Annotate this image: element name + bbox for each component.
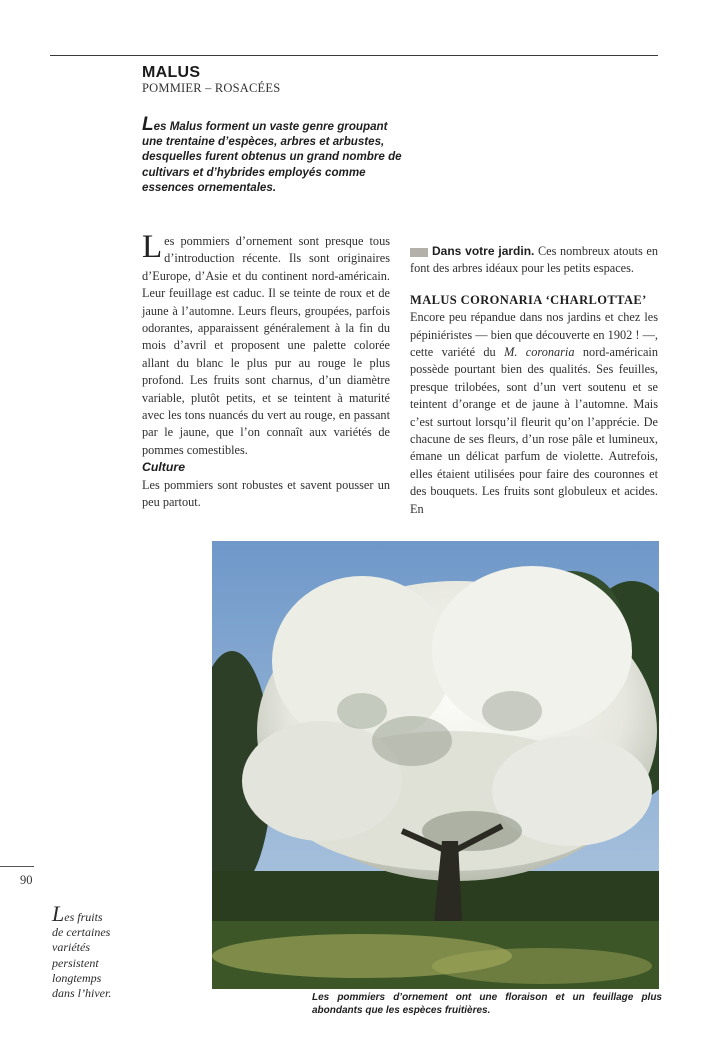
- intro-paragraph: [142, 114, 404, 195]
- intro-dropcap: L: [142, 114, 154, 135]
- culture-heading: Culture: [142, 460, 186, 475]
- photo-caption: Les pommiers d’ornement ont une floraison et un feuillage plus abondants que les espèces fruitières.: [312, 992, 662, 1016]
- variety-heading: MALUS CORONARIA ‘CHARLOTTAE’: [410, 292, 647, 307]
- side-note-text: es fruits de certaines variétés persistent longtemps dans l’hiver.: [52, 910, 112, 1001]
- side-note: [52, 901, 112, 1001]
- body-text: es pommiers d’ornement sont presque tous d’introduction récente. Ils sont originaires d’Europe, d’Asie et du continent nord-américain. Leur feuillage est caduc. Il se teinte de roux et de jaune à l’automne. Leurs fleurs, groupées, parfois odorantes, apparaissent généralement à la fin du mois d’avril et proposent une palette colorée allant du blanc le plus pur au rouge le plus profond. Les fruits sont charnus, d’un diamètre variable, plutôt petits, et se teintent à maturité avec les tons nuancés du vert au rouge, en passant par le jaune, que l’on connaît aux variétés de pommes comestibles.: [142, 234, 390, 457]
- variety-text-1: Encore peu répandue dans nos jardins et chez les pépiniéristes — bien que découverte en 1902 ! —, cette variété du: [410, 310, 658, 360]
- variety-text-2: nord-américain possède pourtant bien des qualités. Ses feuilles, presque trilobées, sont d’un vert soutenu et se teintent d’orange et de jaune à l’automne. Mais c’est surtout lorsqu’il fleurit qu’on l’apprécie. De chacune de ses fleurs, d’un rose pâle et lumineux, émane un délicat parfum de violette. Autrefois, elles étaient utilisées pour faire des couronnes et des bouquets. Les fruits sont globuleux et acides. En: [410, 345, 658, 516]
- page-subtitle: POMMIER – ROSACÉES: [142, 81, 281, 95]
- variety-species: M. coronaria: [504, 345, 575, 360]
- section-marker-icon: [410, 248, 428, 257]
- column-right: [410, 243, 658, 518]
- body-dropcap: L: [142, 229, 163, 265]
- garden-heading: Dans votre jardin.: [432, 244, 535, 258]
- top-rule: [50, 55, 658, 56]
- page-number: 90: [20, 873, 33, 887]
- garden-text: Ces nombreux atouts en font des arbres idéaux pour les petits espaces.: [410, 244, 658, 276]
- column-left: [142, 229, 390, 512]
- culture-text: Les pommiers sont robustes et savent pousser un peu partout.: [142, 477, 390, 510]
- tree-photo: [212, 541, 659, 989]
- page-number-rule: [0, 866, 34, 867]
- side-note-dropcap: L: [52, 901, 65, 926]
- page-title: MALUS: [142, 64, 201, 81]
- intro-text: es Malus forment un vaste genre groupant une trentaine d’espèces, arbres et arbustes, desquelles furent obtenus un grand nombre de cultivars et d’hybrides employés comme essences ornementales.: [142, 120, 402, 194]
